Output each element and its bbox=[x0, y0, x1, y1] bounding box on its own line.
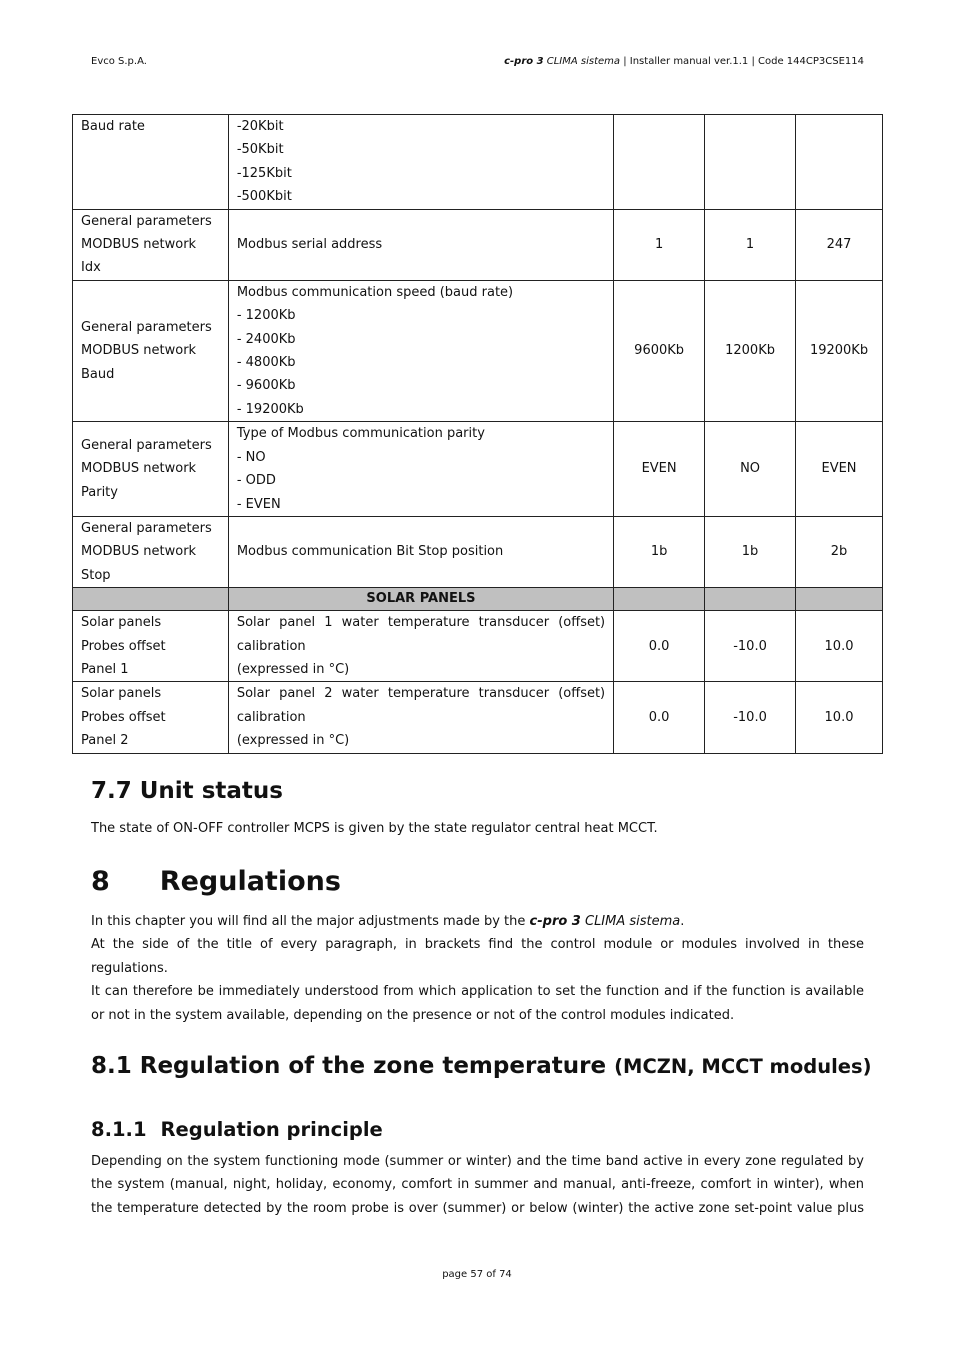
table-row bbox=[73, 682, 883, 753]
page-number: page 57 of 74 bbox=[442, 1269, 512, 1280]
cell-line: (expressed in °C) bbox=[236, 733, 350, 749]
default-value: EVEN bbox=[641, 461, 677, 477]
cell-line: Baud rate bbox=[81, 119, 145, 134]
min-cell bbox=[705, 682, 796, 753]
min-cell bbox=[705, 422, 796, 517]
band-label-cell bbox=[228, 588, 613, 611]
section-8-1-title: 8.1 Regulation of the zone temperature bbox=[91, 1053, 607, 1079]
section-band-row bbox=[73, 588, 883, 611]
cell-line: Probes offset bbox=[81, 638, 166, 654]
max-cell bbox=[796, 682, 883, 753]
cell-line: Baud bbox=[81, 366, 115, 382]
section-8-1-1-text bbox=[91, 1150, 864, 1220]
table-row bbox=[73, 611, 883, 682]
cell-line: Panel 1 bbox=[81, 661, 129, 677]
cell-line: General parameters bbox=[81, 437, 212, 453]
section-8-1-1-heading bbox=[91, 1118, 383, 1141]
cell-line: Probes offset bbox=[81, 709, 166, 725]
header-doc-info bbox=[504, 56, 864, 67]
band-cell bbox=[705, 588, 796, 611]
default-value: 9600Kb bbox=[634, 343, 685, 359]
min-cell bbox=[705, 209, 796, 280]
intro-end: . bbox=[680, 914, 685, 929]
cell-line: General parameters bbox=[81, 319, 212, 335]
table-row bbox=[73, 516, 883, 587]
description-cell bbox=[228, 682, 613, 753]
default-value: 0.0 bbox=[648, 638, 670, 654]
description-cell bbox=[228, 611, 613, 682]
default-cell bbox=[614, 682, 705, 753]
cell-line: Solar panel 2 water temperature transducer (offset) bbox=[236, 686, 606, 702]
section-8-1-heading bbox=[91, 1053, 872, 1079]
regulation-principle-paragraph: Depending on the system functioning mode (summer or winter) and the time band active in every zone regulated by the system (manual, night, holiday, economy, comfort in summer and manual, anti-freeze, comfort in winter), when the temperature detected by the room probe is over (summer) or below (winter) the active zone set-point value plus bbox=[91, 1154, 864, 1216]
description-cell bbox=[228, 115, 613, 210]
min-cell bbox=[705, 280, 796, 421]
chapter-number: 8 bbox=[91, 866, 110, 897]
min-cell bbox=[705, 115, 796, 210]
table-row bbox=[73, 280, 883, 421]
cell-line: Modbus serial address bbox=[236, 237, 383, 253]
max-value: EVEN bbox=[821, 461, 857, 477]
section-8-1-1-title: Regulation principle bbox=[160, 1118, 383, 1141]
cell-line: Panel 2 bbox=[81, 733, 129, 749]
description-cell bbox=[228, 516, 613, 587]
cell-line: MODBUS network bbox=[81, 544, 197, 560]
cell-line: Modbus communication Bit Stop position bbox=[236, 544, 504, 560]
cell-line: - 1200Kb bbox=[236, 308, 296, 324]
default-value: 1b bbox=[650, 544, 668, 560]
intro-paragraph-2: At the side of the title of every paragraph, in brackets find the control module or modules involved in these regulations. bbox=[91, 937, 864, 976]
chapter-8-intro bbox=[91, 910, 864, 1027]
max-cell bbox=[796, 209, 883, 280]
cell-line: Stop bbox=[81, 567, 111, 583]
cell-line: - EVEN bbox=[236, 496, 281, 512]
intro-product: c-pro 3 bbox=[529, 914, 581, 929]
cell-line: Solar panel 1 water temperature transducer (offset) bbox=[236, 615, 606, 631]
cell-line: - ODD bbox=[236, 473, 276, 489]
max-cell bbox=[796, 516, 883, 587]
default-value: 1 bbox=[654, 237, 664, 253]
min-value: 1 bbox=[745, 237, 755, 253]
max-cell bbox=[796, 115, 883, 210]
band-cell bbox=[73, 588, 229, 611]
min-cell bbox=[705, 516, 796, 587]
cell-line: Type of Modbus communication parity bbox=[236, 426, 485, 442]
cell-line: calibration bbox=[236, 638, 306, 654]
parameter-name-cell bbox=[73, 422, 229, 517]
header-product-suffix: CLIMA sistema bbox=[546, 56, 621, 67]
section-7-7-text bbox=[91, 817, 864, 840]
min-cell bbox=[705, 611, 796, 682]
cell-line: Modbus communication speed (baud rate) bbox=[236, 284, 514, 300]
parameter-name-cell bbox=[73, 682, 229, 753]
max-value: 247 bbox=[826, 237, 852, 253]
cell-line: Solar panels bbox=[81, 615, 162, 631]
header-product: c-pro 3 bbox=[504, 56, 544, 67]
parameter-name-cell bbox=[73, 280, 229, 421]
intro-product-suffix: CLIMA sistema bbox=[580, 914, 681, 929]
table-row bbox=[73, 115, 883, 210]
min-value: 1b bbox=[741, 544, 759, 560]
chapter-8-heading bbox=[91, 866, 341, 897]
header-company: Evco S.p.A. bbox=[91, 56, 147, 67]
section-8-1-modules: (MCZN, MCCT modules) bbox=[614, 1055, 872, 1078]
section-7-7-heading: 7.7 Unit status bbox=[91, 778, 283, 804]
band-cell bbox=[614, 588, 705, 611]
band-cell bbox=[796, 588, 883, 611]
table-row bbox=[73, 209, 883, 280]
cell-line: MODBUS network bbox=[81, 237, 197, 253]
max-value: 10.0 bbox=[824, 709, 854, 725]
parameter-name-cell bbox=[73, 209, 229, 280]
default-cell bbox=[614, 115, 705, 210]
intro-paragraph-1 bbox=[91, 910, 864, 933]
unit-status-paragraph: The state of ON-OFF controller MCPS is given by the state regulator central heat MCCT. bbox=[91, 821, 658, 836]
min-value: 1200Kb bbox=[725, 343, 775, 359]
cell-line: calibration bbox=[236, 709, 306, 725]
cell-line: - 4800Kb bbox=[236, 355, 296, 371]
parameters-table-body bbox=[73, 115, 883, 754]
parameters-table bbox=[72, 114, 883, 754]
cell-line: MODBUS network bbox=[81, 343, 197, 359]
chapter-title: Regulations bbox=[159, 866, 341, 897]
cell-line: Solar panels bbox=[81, 686, 162, 702]
default-cell bbox=[614, 209, 705, 280]
cell-line: - 19200Kb bbox=[236, 401, 304, 417]
section-8-1-1-number: 8.1.1 bbox=[91, 1118, 147, 1141]
cell-line: - 2400Kb bbox=[236, 331, 296, 347]
cell-line: - NO bbox=[236, 449, 266, 465]
intro-paragraph-3: It can therefore be immediately understood from which application to set the function and if the function is available or not in the system available, depending on the presence or not of the control modules indicated. bbox=[91, 984, 864, 1023]
min-value: -10.0 bbox=[733, 638, 767, 654]
cell-line: Idx bbox=[81, 260, 101, 276]
cell-line: Parity bbox=[81, 484, 118, 500]
default-cell bbox=[614, 280, 705, 421]
section-band-label: SOLAR PANELS bbox=[366, 591, 476, 607]
parameter-name-cell bbox=[73, 611, 229, 682]
description-cell bbox=[228, 209, 613, 280]
cell-line: -125Kbit bbox=[236, 165, 292, 181]
description-cell bbox=[228, 422, 613, 517]
max-value: 10.0 bbox=[824, 638, 854, 654]
cell-line: MODBUS network bbox=[81, 461, 197, 477]
max-cell bbox=[796, 280, 883, 421]
min-value: -10.0 bbox=[733, 709, 767, 725]
cell-line: General parameters bbox=[81, 520, 212, 536]
description-cell bbox=[228, 280, 613, 421]
max-cell bbox=[796, 611, 883, 682]
cell-line: -500Kbit bbox=[236, 189, 292, 205]
parameter-name-cell bbox=[73, 115, 229, 210]
cell-line: -20Kbit bbox=[236, 119, 284, 134]
max-value: 19200Kb bbox=[809, 343, 869, 359]
max-value: 2b bbox=[830, 544, 848, 560]
max-cell bbox=[796, 422, 883, 517]
default-value: 0.0 bbox=[648, 709, 670, 725]
parameter-name-cell bbox=[73, 516, 229, 587]
cell-line: - 9600Kb bbox=[236, 378, 296, 394]
header-code: | Installer manual ver.1.1 | Code 144CP3CSE114 bbox=[620, 56, 864, 67]
table-row bbox=[73, 422, 883, 517]
default-cell bbox=[614, 516, 705, 587]
cell-line: General parameters bbox=[81, 213, 212, 229]
intro-text: In this chapter you will find all the major adjustments made by the bbox=[91, 914, 530, 929]
cell-line: (expressed in °C) bbox=[236, 661, 350, 677]
default-cell bbox=[614, 611, 705, 682]
default-cell bbox=[614, 422, 705, 517]
min-value: NO bbox=[740, 461, 761, 477]
cell-line: -50Kbit bbox=[236, 142, 284, 158]
